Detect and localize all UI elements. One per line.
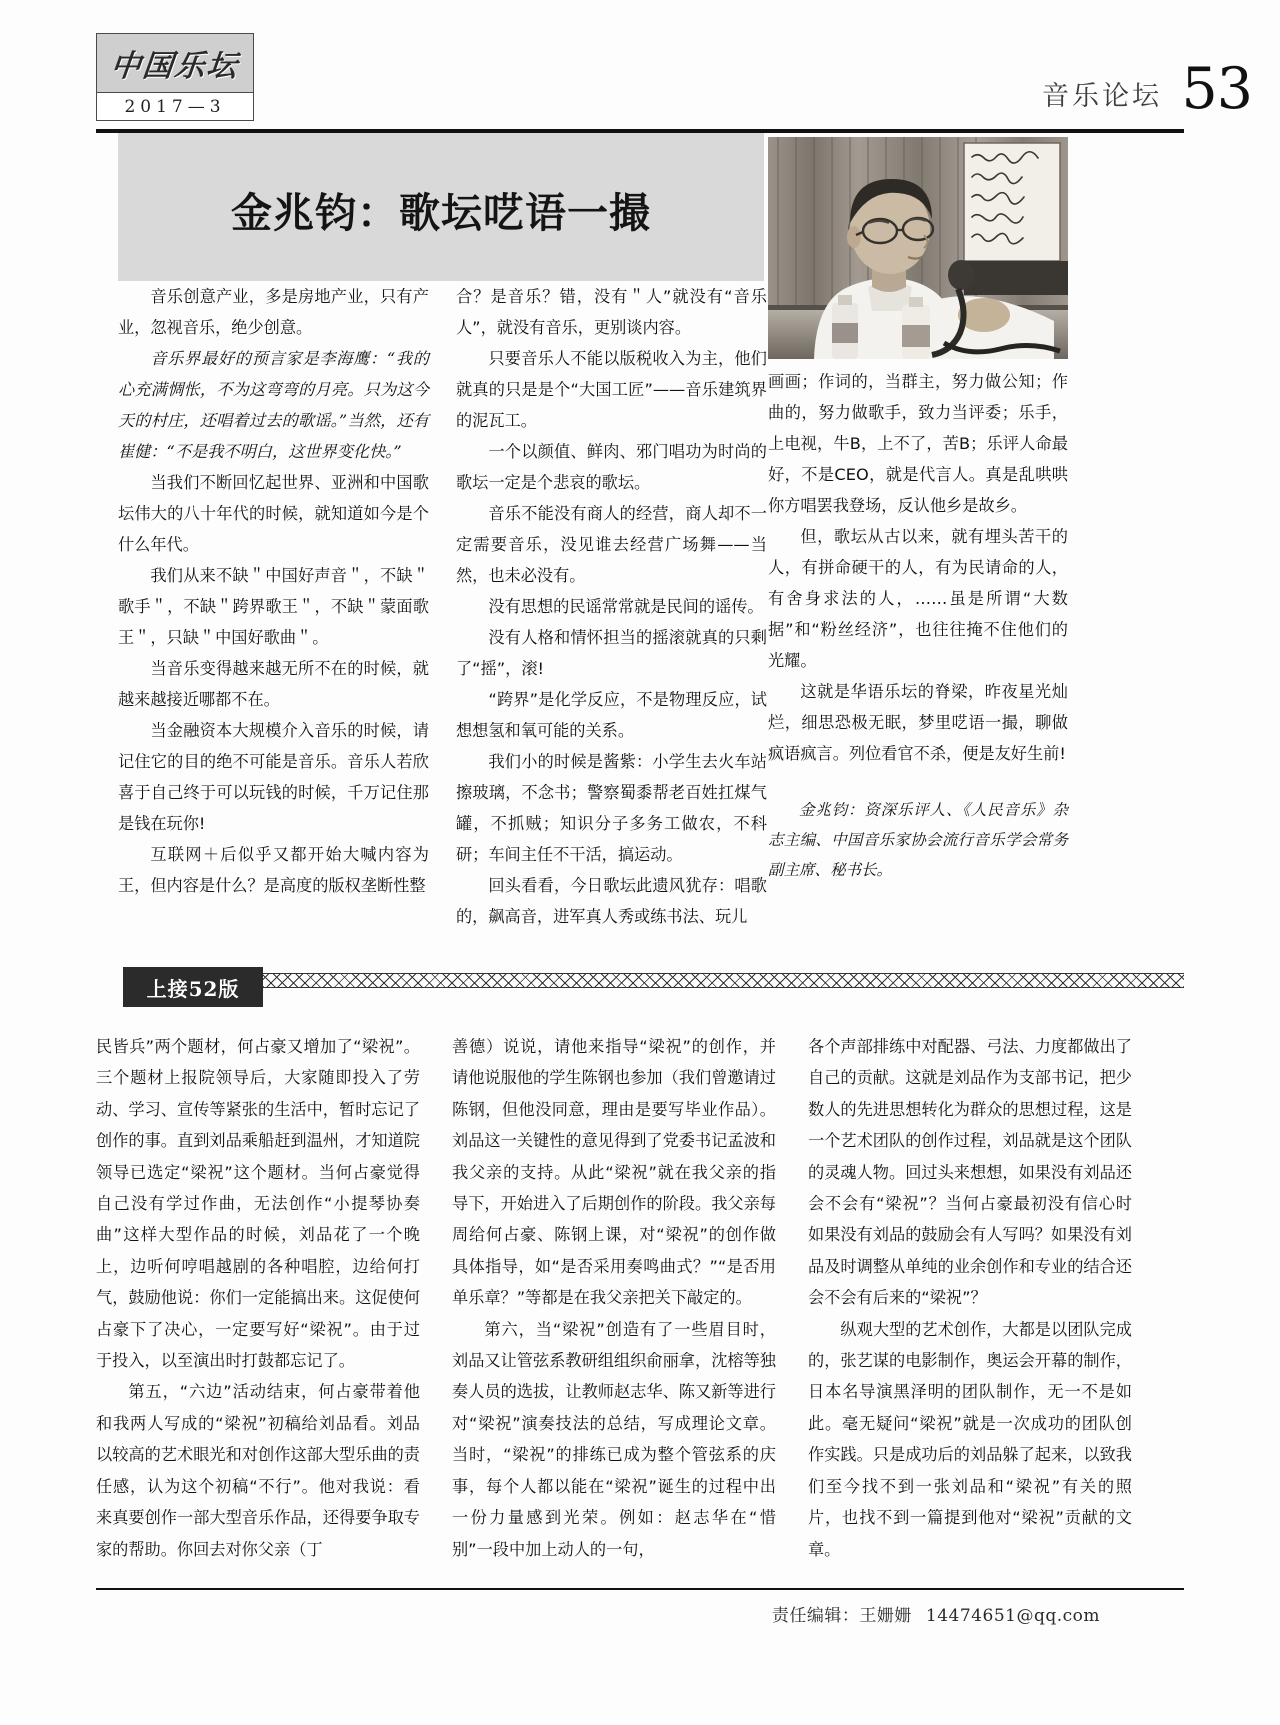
paragraph: 民皆兵”两个题材，何占豪又增加了“梁祝”。三个题材上报院领导后，大家随即投入了劳动、学习、宣传等紧张的生活中，暂时忘记了创作的事。直到刘品乘船赶到温州，才知道院领导已选定“梁祝”这个题材。当何占豪觉得自己没有学过作曲，无法创作“小提琴协奏曲”这样大型作品的时候，刘品花了一个晚上，边听何哼唱越剧的各种唱腔，边给何打气，鼓励他说：你们一定能搞出来。这促使何占豪下了决心，一定要写好“梁祝”。由于过于投入，以至演出时打鼓都忘记了。 xyxy=(96,1037,420,1371)
paragraph: 纵观大型的艺术创作，大都是以团队完成的，张艺谋的电影制作，奥运会开幕的制作，日本名导演黑泽明的团队制作，无一不是如此。毫无疑问“梁祝”就是一次成功的团队创作实践。只是成功后的刘品躲了起来，以致我们至今找不到一张刘品和“梁祝”有关的照片，也找不到一篇提到他对“梁祝”贡献的文章。 xyxy=(808,1319,1132,1559)
author-photo-image xyxy=(768,137,1068,359)
article-column-1 xyxy=(118,281,429,901)
paragraph: 互联网＋后似乎又都开始大喊内容为王，但内容是什么？是高度的版权垄断性整 xyxy=(118,845,429,895)
paragraph: 音乐不能没有商人的经营，商人却不一定需要音乐，没见谁去经营广场舞——当然，也未必没有。 xyxy=(456,504,767,585)
paragraph: 这就是华语乐坛的脊梁，昨夜星光灿烂，细思恐极无眠，梦里呓语一撮，聊做疯语疯言。列位看官不杀，便是友好生前! xyxy=(768,682,1068,763)
publication-logo-text: 中国乐坛 xyxy=(108,49,241,84)
paragraph: 善德）说说，请他来指导“梁祝”的创作，并请他说服他的学生陈钢也参加（我们曾邀请过陈钢，但他没同意，理由是要写毕业作品）。刘品这一关键性的意见得到了党委书记孟波和我父亲的支持。从此“梁祝”就在我父亲的指导下，开始进入了后期创作的阶段。我父亲每周给何占豪、陈钢上课，对“梁祝”的创作做具体指导，如“是否采用奏鸣曲式？”“是否用单乐章？”等都是在我父亲把关下敲定的。 xyxy=(452,1037,776,1308)
author-bio: 金兆钧：资深乐评人、《人民音乐》杂志主编、中国音乐家协会流行音乐学会常务副主席、秘书长。 xyxy=(768,801,1068,879)
footer-rule xyxy=(96,1588,1184,1590)
article-column-2 xyxy=(456,281,767,932)
publication-logo xyxy=(96,33,254,93)
editor-credit: 责任编辑：王姗姗 xyxy=(771,1606,912,1626)
article-column-3 xyxy=(768,366,1068,885)
paragraph: 音乐界最好的预言家是李海鹰：“我的心充满惆怅，不为这弯弯的月亮。只为这今天的村庄，还唱着过去的歌谣。”当然，还有崔健：“不是我不明白，这世界变化快。” xyxy=(118,349,429,461)
continued-from-label: 上接52版 xyxy=(146,976,240,1001)
paragraph: 没有思想的民谣常常就是民间的谣传。 xyxy=(488,597,764,616)
paragraph: 第五，“六边”活动结束，何占豪带着他和我两人写成的“梁祝”初稿给刘品看。刘品以较高的艺术眼光和对创作这部大型乐曲的责任感，认为这个初稿“不行”。他对我说：看来真要创作一部大型音乐作品，还得要争取专家的帮助。你回去对你父亲（丁 xyxy=(96,1382,420,1559)
paragraph: 只要音乐人不能以版税收入为主，他们就真的只是是个“大国工匠”——音乐建筑界的泥瓦工。 xyxy=(456,349,767,430)
paragraph: 第六，当“梁祝”创造有了一些眉目时，刘品又让管弦系教研组组织俞丽拿，沈榕等独奏人员的选拔，让教师赵志华、陈又新等进行对“梁祝”演奏技法的总结，写成理论文章。当时，“梁祝”的排练已成为整个管弦系的庆事，每个人都以能在“梁祝”诞生的过程中出一份力量感到光荣。例如：赵志华在“惜别”一段中加上动人的一句， xyxy=(452,1319,776,1559)
article-title: 金兆钧：歌坛呓语一撮 xyxy=(231,189,651,237)
continuation-column-3 xyxy=(808,1031,1132,1565)
continued-from-tab xyxy=(123,967,263,1007)
issue-label: 2017—3 xyxy=(124,96,226,117)
paragraph: 当音乐变得越来越无所不在的时候，就越来越接近哪都不在。 xyxy=(118,659,429,709)
continuation-column-2 xyxy=(452,1031,776,1565)
paragraph: 我们从来不缺＂中国好声音＂，不缺＂歌手＂，不缺＂跨界歌王＂，不缺＂蒙面歌王＂，只缺＂中国好歌曲＂。 xyxy=(118,566,429,647)
paragraph: 我们小的时候是酱紫：小学生去火车站擦玻璃，不念书；警察蜀黍帮老百姓扛煤气罐，不抓贼；知识分子多务工做农，不科研；车间主任不干活，搞运动。 xyxy=(456,752,767,864)
page-number: 53 xyxy=(1181,56,1252,122)
paragraph: 当我们不断回忆起世界、亚洲和中国歌坛伟大的八十年代的时候，就知道如今是个什么年代。 xyxy=(118,473,429,554)
author-photo xyxy=(768,137,1068,359)
paragraph: 没有人格和情怀担当的摇滚就真的只剩了“摇”，滚! xyxy=(456,628,767,678)
continuation-column-1 xyxy=(96,1031,420,1565)
continuation-banner xyxy=(96,967,1184,1011)
paragraph: 画画；作词的，当群主，努力做公知；作曲的，努力做歌手，致力当评委；乐手，上电视，牛B，上不了，苦B；乐评人命最好，不是CEO，就是代言人。真是乱哄哄你方唱罢我登场，反认他乡是故乡。 xyxy=(768,372,1068,515)
footer xyxy=(772,1601,1100,1626)
section-title: 音乐论坛 xyxy=(1042,81,1162,112)
paragraph: 当金融资本大规模介入音乐的时候，请记住它的目的绝不可能是音乐。音乐人若欣喜于自己终于可以玩钱的时候，千万记住那是钱在玩你! xyxy=(118,721,429,833)
decorative-divider xyxy=(263,973,1184,988)
paragraph: 合？是音乐？错，没有＂人”就没有“音乐人”，就没有音乐，更别谈内容。 xyxy=(456,287,767,337)
paragraph: “跨界”是化学反应，不是物理反应，试想想氢和氧可能的关系。 xyxy=(456,690,767,740)
editor-email: 14474651@qq.com xyxy=(925,1606,1100,1626)
paragraph: 一个以颜值、鲜肉、邪门唱功为时尚的歌坛一定是个悲哀的歌坛。 xyxy=(456,442,767,492)
paragraph: 各个声部排练中对配器、弓法、力度都做出了自己的贡献。这就是刘品作为支部书记，把少数人的先进思想转化为群众的思想过程，这是一个艺术团队的创作过程，刘品就是这个团队的灵魂人物。回过头来想想，如果没有刘品还会不会有“梁祝”？当何占豪最初没有信心时如果没有刘品的鼓励会有人写吗？如果没有刘品及时调整从单纯的业余创作和专业的结合还会不会有后来的“梁祝”？ xyxy=(808,1037,1132,1308)
issue-box xyxy=(96,93,254,121)
paragraph: 音乐创意产业，多是房地产业，只有产业，忽视音乐，绝少创意。 xyxy=(118,287,429,337)
paragraph: 但，歌坛从古以来，就有埋头苦干的人，有拼命硬干的人，有为民请命的人，有舍身求法的人，……虽是所谓“大数据”和“粉丝经济”，也往往掩不住他们的光耀。 xyxy=(768,527,1068,670)
paragraph: 回头看看，今日歌坛此遗风犹存：唱歌的，飙高音，进军真人秀或练书法、玩儿 xyxy=(456,876,767,926)
masthead xyxy=(96,33,254,121)
